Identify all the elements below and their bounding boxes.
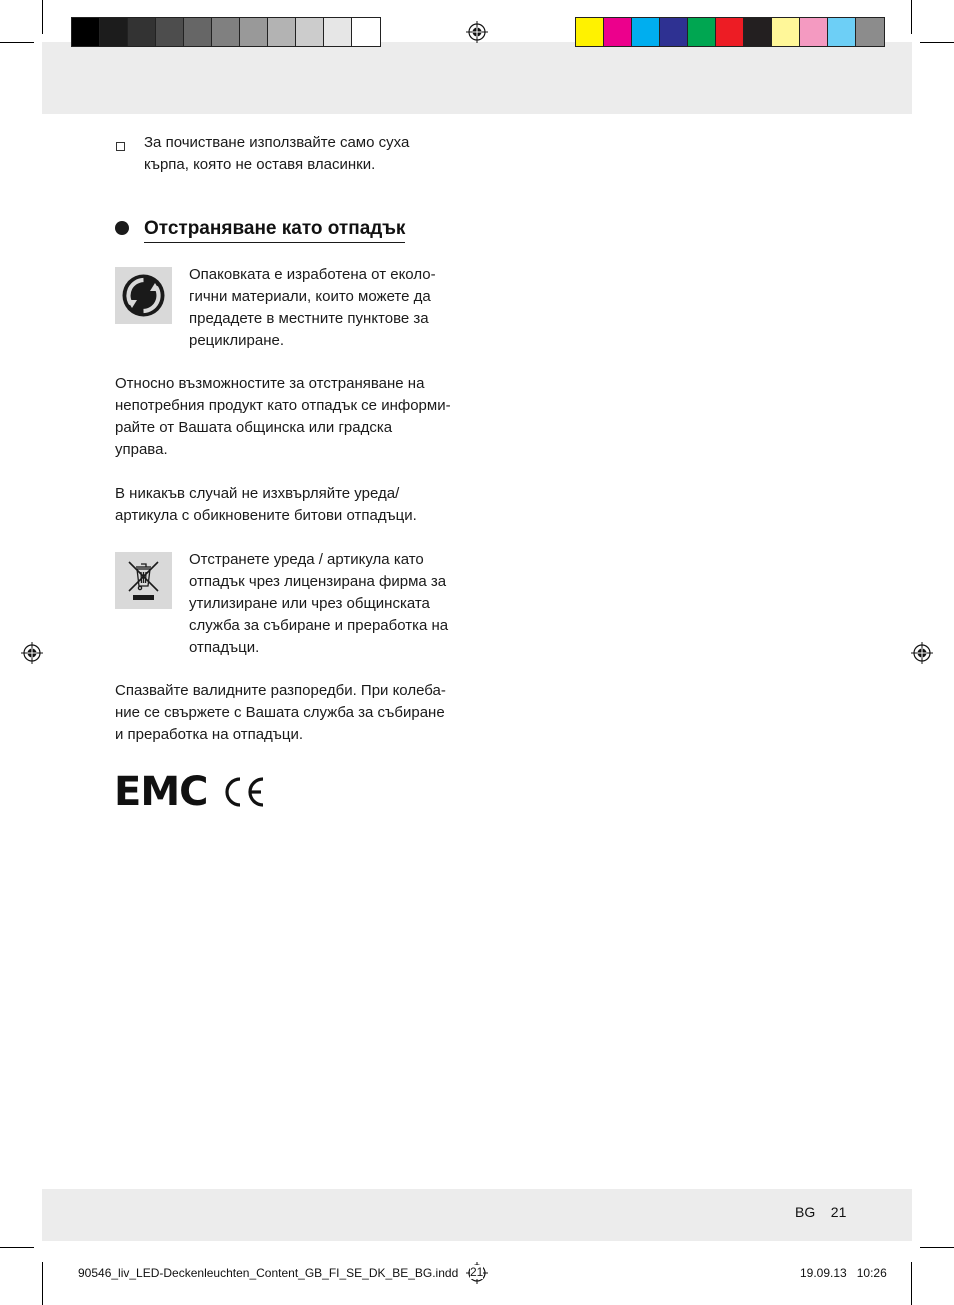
registration-mark-icon <box>911 642 933 664</box>
paragraph-line: отпадъци. <box>189 639 260 656</box>
color-swatch <box>800 18 828 46</box>
paragraph-line: утилизиране или чрез общинската <box>189 595 430 612</box>
ce-mark-icon <box>222 776 266 808</box>
household-waste-warning <box>115 483 417 527</box>
color-swatch <box>240 18 268 46</box>
paragraph-line: В никакъв случай не изхвърляйте уреда/ <box>115 485 400 502</box>
color-swatch <box>828 18 856 46</box>
color-swatch <box>324 18 352 46</box>
color-swatch <box>632 18 660 46</box>
green-dot-recycling-icon <box>115 267 172 324</box>
color-swatch <box>772 18 800 46</box>
paragraph-line: Спазвайте валидните разпоредби. При колеба- <box>115 682 446 699</box>
paragraph-line: Опаковката е изработена от еколо- <box>189 266 436 283</box>
paragraph-line: управа. <box>115 441 168 458</box>
color-swatch <box>184 18 212 46</box>
color-swatch <box>604 18 632 46</box>
page-language: BG <box>795 1204 816 1220</box>
heading-bullet <box>115 221 129 235</box>
color-swatch <box>72 18 100 46</box>
color-swatch <box>128 18 156 46</box>
process-color-bar <box>575 17 885 47</box>
weee-paragraph <box>189 549 448 659</box>
color-swatch <box>296 18 324 46</box>
slug-date: 19.09.13 <box>800 1266 847 1280</box>
bullet-checkbox <box>116 142 125 151</box>
color-swatch <box>156 18 184 46</box>
color-swatch <box>352 18 380 46</box>
top-slug-band <box>42 42 912 114</box>
paragraph-line: предадете в местните пунктове за <box>189 310 429 327</box>
paragraph-line: гични материали, които можете да <box>189 288 431 305</box>
paragraph-line: артикула с обикновените битови отпадъци. <box>115 507 417 524</box>
color-swatch <box>268 18 296 46</box>
color-swatch <box>688 18 716 46</box>
registration-mark-icon <box>21 642 43 664</box>
paragraph-line: и преработка на отпадъци. <box>115 726 303 743</box>
slug-time: 10:26 <box>856 1266 887 1280</box>
page-number <box>795 1204 846 1220</box>
paragraph-line: отпадък чрез лицензирана фирма за <box>189 573 447 590</box>
page-number-value: 21 <box>830 1204 847 1220</box>
color-swatch <box>100 18 128 46</box>
paragraph-line: ние се свържете с Вашата служба за събиране <box>115 704 445 721</box>
color-swatch <box>576 18 604 46</box>
paragraph-line: служба за събиране и преработка на <box>189 617 449 634</box>
paragraph-line: рециклиране. <box>189 332 284 349</box>
packaging-paragraph <box>189 264 436 352</box>
cleaning-instruction <box>144 132 409 176</box>
color-swatch <box>716 18 744 46</box>
slug-sheet-number: 21 <box>470 1265 484 1279</box>
paragraph-line: непотребния продукт като отпадък се информи- <box>115 397 451 414</box>
slug-registration <box>466 1262 488 1284</box>
registration-mark-icon <box>466 21 488 43</box>
paragraph-line: Отстранете уреда / артикула като <box>189 551 424 568</box>
cleaning-line: За почистване използвайте само суха <box>144 134 410 151</box>
crossed-out-wheelie-bin-icon <box>115 552 172 609</box>
slug-timestamp <box>800 1266 887 1280</box>
slug-filename: 90546_liv_LED-Deckenleuchten_Content_GB_FI_SE_DK_BE_BG.indd <box>78 1266 459 1280</box>
regulations-paragraph <box>115 680 446 746</box>
emc-mark: EMC <box>114 769 208 815</box>
paragraph-line: Относно възможностите за отстраняване на <box>115 375 425 392</box>
grayscale-color-bar <box>71 17 381 47</box>
color-swatch <box>660 18 688 46</box>
cleaning-line: кърпа, която не оставя власинки. <box>144 156 376 173</box>
color-swatch <box>744 18 772 46</box>
color-swatch <box>856 18 884 46</box>
bottom-slug-band <box>42 1189 912 1241</box>
disposal-info-paragraph <box>115 373 451 461</box>
section-heading: Отстраняване като отпадък <box>144 216 405 243</box>
paragraph-line: райте от Вашата общинска или градска <box>115 419 393 436</box>
color-swatch <box>212 18 240 46</box>
